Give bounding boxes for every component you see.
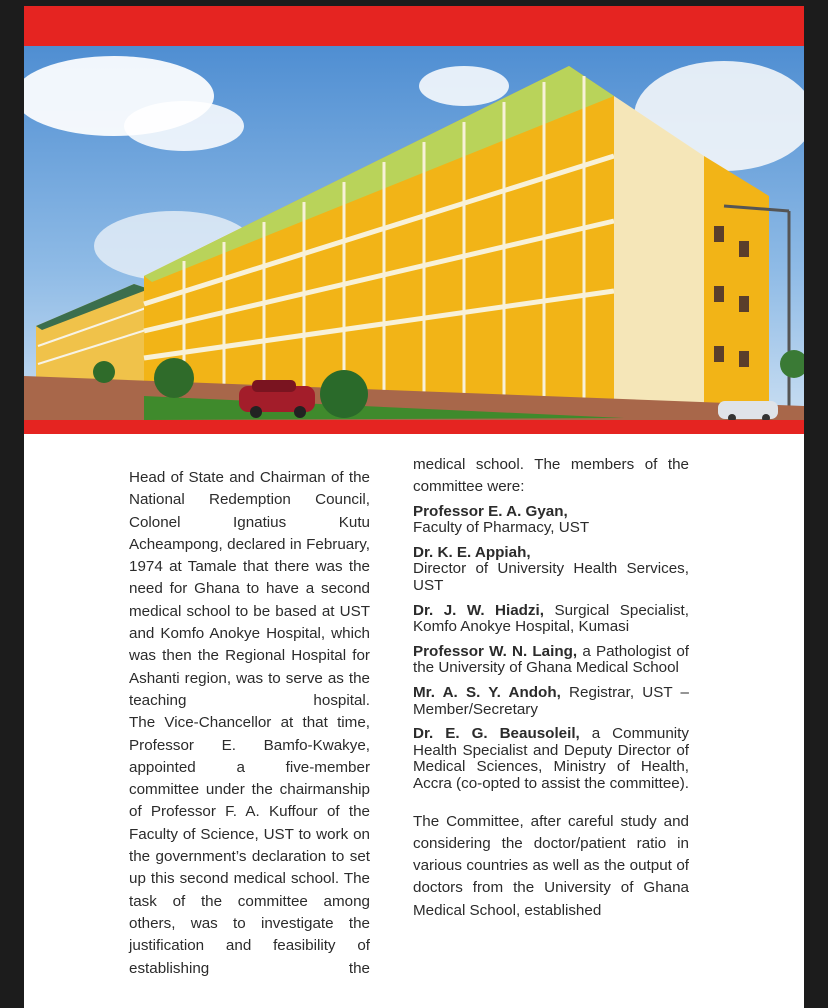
committee-member (413, 726, 689, 792)
committee-member (413, 504, 689, 537)
member-detail: Registrar, UST – Member/Secretary (413, 683, 689, 718)
right-text-column (413, 454, 689, 922)
left-text-column (129, 467, 370, 980)
committee-member (413, 603, 689, 636)
member-detail: Surgical Specialist, Komfo Anokye Hospital, Kumasi (413, 601, 689, 636)
document-page (24, 6, 804, 1008)
member-detail: a Community Health Specialist and Deputy Director of Medical Sciences, Ministry of Health, Accra (co-opted to assist the committee). (413, 725, 690, 792)
member-name: Professor E. A. Gyan, (413, 502, 568, 520)
member-detail: a Pathologist of the University of Ghana Medical School (413, 642, 689, 677)
member-detail: Director of University Health Services, UST (413, 560, 689, 594)
committee-member (413, 545, 689, 595)
member-name: Professor W. N. Laing, (413, 642, 578, 660)
member-name: Dr. K. E. Appiah, (413, 543, 531, 561)
committee-conclusion: The Committee, after careful study and considering the doctor/patient ratio in various countries as well as the output of doctors from the University of Ghana Medical School, established (413, 812, 689, 919)
committee-intro: medical school. The members of the committee were: (413, 456, 689, 496)
bottom-red-banner (24, 420, 804, 434)
paragraph-committee: The Vice-Chancellor at that time, Professor E. Bamfo-Kwakye, appointed a five-member committee under the chairmanship of Professor F. A. Kuffour of the Faculty of Science, UST to work on the government’s declaration to set up this second medical school. The task of the committee among others, was to investigate the justification and feasibility of establishing the (129, 714, 370, 977)
member-name: Mr. A. S. Y. Andoh, (413, 683, 561, 701)
paragraph-declaration: Head of State and Chairman of the National Redemption Council, Colonel Ignatius Kutu Acheampong, declared in February, 1974 at Tamale that there was the need for Ghana to have a second medical school to be based at UST and Komfo Anokye Hospital, which was then the Regional Hospital for Ashanti region, was to serve as the teaching hospital. (129, 469, 370, 709)
committee-member (413, 685, 689, 718)
top-red-banner (24, 6, 804, 46)
member-detail: Faculty of Pharmacy, UST (413, 519, 590, 537)
member-name: Dr. E. G. Beausoleil, (413, 725, 580, 743)
committee-member (413, 644, 689, 677)
member-name: Dr. J. W. Hiadzi, (413, 601, 544, 619)
hospital-building-photo (24, 46, 804, 420)
